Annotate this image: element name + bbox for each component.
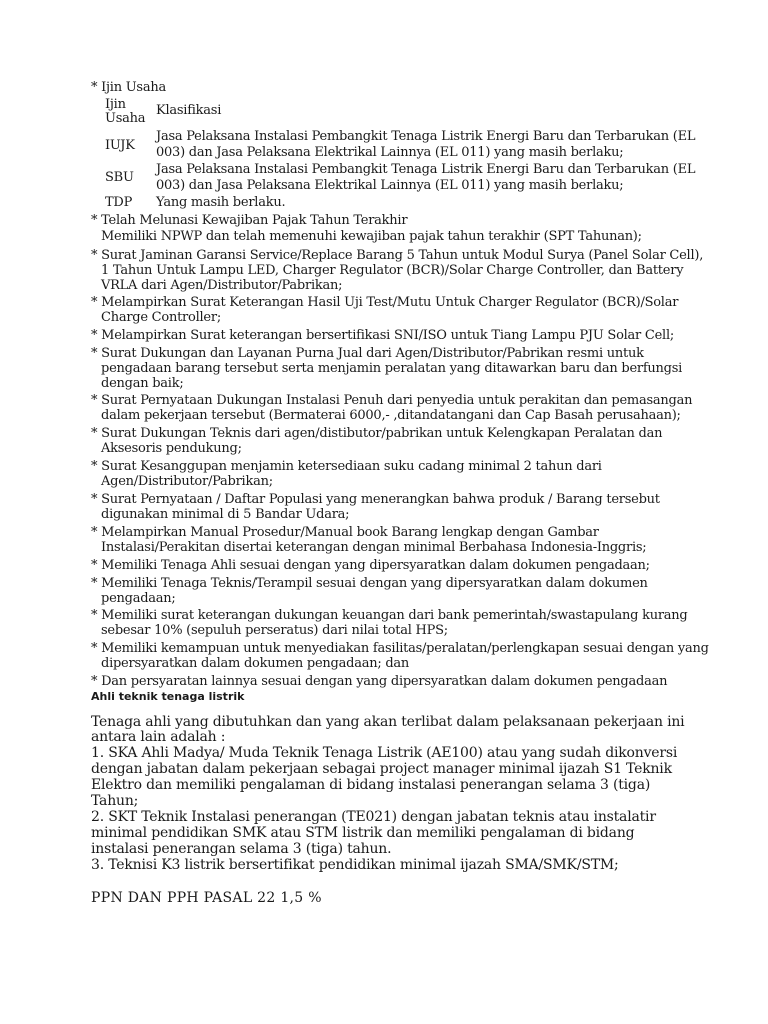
list-item-cont: dalam pekerjaan tersebut (Bermaterai 6000,- ,ditandatangani dan Cap Basah perusahaan); (101, 408, 681, 423)
list-item: * Memiliki surat keterangan dukungan keuangan dari bank pemerintah/swastapulang kurang (91, 608, 688, 623)
list-item: * Surat Dukungan Teknis dari agen/distibutor/pabrikan untuk Kelengkapan Peralatan dan (91, 426, 663, 441)
list-item: * Memiliki Tenaga Ahli sesuai dengan yang dipersyaratkan dalam dokumen pengadaan; (91, 558, 650, 573)
list-item-cont: Memiliki NPWP dan telah memenuhi kewajiban pajak tahun terakhir (SPT Tahunan); (101, 229, 642, 244)
list-item: * Telah Melunasi Kewajiban Pajak Tahun Terakhir (91, 213, 408, 228)
paragraph-line: Tenaga ahli yang dibutuhkan dan yang akan terlibat dalam pelaksanaan pekerjaan ini (91, 714, 685, 730)
paragraph-line: 3. Teknisi K3 listrik bersertifikat pendidikan minimal ijazah SMA/SMK/STM; (91, 857, 619, 873)
table-row-text: 003) dan Jasa Pelaksana Elektrikal Lainnya (EL 011) yang masih berlaku; (156, 145, 624, 160)
list-item: * Dan persyaratan lainnya sesuai dengan yang dipersyaratkan dalam dokumen pengadaan (91, 674, 668, 689)
table-row-name: SBU (105, 170, 134, 185)
list-item: * Melampirkan Surat keterangan bersertifikasi SNI/ISO untuk Tiang Lampu PJU Solar Cell; (91, 328, 674, 343)
table-header-col1-line2: Usaha (105, 111, 146, 126)
ijin-usaha-heading: * Ijin Usaha (91, 80, 166, 95)
table-header-col1: Ijin (105, 97, 126, 112)
list-item-cont: Instalasi/Perakitan disertai keterangan dengan minimal Berbahasa Indonesia-Inggris; (101, 540, 647, 555)
paragraph-line: dengan jabatan dalam pekerjaan sebagai project manager minimal ijazah S1 Teknik (91, 761, 672, 777)
list-item: * Surat Dukungan dan Layanan Purna Jual dari Agen/Distributor/Pabrikan resmi untuk (91, 346, 644, 361)
table-row-name: TDP (105, 195, 133, 210)
paragraph-line: 1. SKA Ahli Madya/ Muda Teknik Tenaga Listrik (AE100) atau yang sudah dikonversi (91, 745, 678, 761)
list-item: * Memiliki kemampuan untuk menyediakan fasilitas/peralatan/perlengkapan sesuai dengan yang (91, 641, 709, 656)
list-item-cont: Agen/Distributor/Pabrikan; (101, 474, 273, 489)
list-item-cont: pengadaan; (101, 591, 176, 606)
list-item: * Surat Pernyataan Dukungan Instalasi Penuh dari penyedia untuk perakitan dan pemasangan (91, 393, 693, 408)
list-item-cont: Charge Controller; (101, 310, 221, 325)
tax-line: PPN DAN PPH PASAL 22 1,5 % (91, 890, 322, 906)
table-row-text: Jasa Pelaksana Instalasi Pembangkit Tenaga Listrik Energi Baru dan Terbarukan (EL (156, 162, 696, 177)
list-item-cont: Aksesoris pendukung; (101, 441, 242, 456)
paragraph-line: instalasi penerangan selama 3 (tiga) tahun. (91, 841, 392, 857)
list-item: * Melampirkan Manual Prosedur/Manual book Barang lengkap dengan Gambar (91, 525, 599, 540)
paragraph-line: minimal pendidikan SMK atau STM listrik dan memiliki pengalaman di bidang (91, 825, 635, 841)
paragraph-line: antara lain adalah : (91, 729, 226, 745)
paragraph-line: Elektro dan memiliki pengalaman di bidang instalasi penerangan selama 3 (tiga) (91, 777, 651, 793)
table-row-name: IUJK (105, 138, 135, 153)
list-item-cont: VRLA dari Agen/Distributor/Pabrikan; (101, 278, 343, 293)
list-item-cont: digunakan minimal di 5 Bandar Udara; (101, 507, 350, 522)
list-item-cont: pengadaan barang tersebut serta menjamin peralatan yang ditawarkan baru dan berfungsi (101, 361, 683, 376)
list-item-cont: dipersyaratkan dalam dokumen pengadaan; dan (101, 656, 410, 671)
list-item: * Surat Pernyataan / Daftar Populasi yang menerangkan bahwa produk / Barang tersebut (91, 492, 660, 507)
list-item-cont: 1 Tahun Untuk Lampu LED, Charger Regulator (BCR)/Solar Charge Controller, dan Battery (101, 263, 684, 278)
list-item-cont: sebesar 10% (sepuluh perseratus) dari nilai total HPS; (101, 623, 448, 638)
list-item: * Surat Kesanggupan menjamin ketersediaan suku cadang minimal 2 tahun dari (91, 459, 602, 474)
list-item: * Melampirkan Surat Keterangan Hasil Uji Test/Mutu Untuk Charger Regulator (BCR)/Solar (91, 295, 679, 310)
paragraph-line: Tahun; (91, 793, 139, 809)
list-item-cont: dengan baik; (101, 376, 184, 391)
paragraph-line: 2. SKT Teknik Instalasi penerangan (TE021) dengan jabatan teknis atau instalatir (91, 809, 656, 825)
table-row-text: Yang masih berlaku. (156, 195, 286, 210)
table-row-text: Jasa Pelaksana Instalasi Pembangkit Tenaga Listrik Energi Baru dan Terbarukan (EL (156, 129, 696, 144)
list-item: * Surat Jaminan Garansi Service/Replace Barang 5 Tahun untuk Modul Surya (Panel Solar Cell), (91, 248, 704, 263)
section-heading: Ahli teknik tenaga listrik (91, 690, 245, 703)
table-header-col2: Klasifikasi (156, 103, 222, 118)
list-item: * Memiliki Tenaga Teknis/Terampil sesuai dengan yang dipersyaratkan dalam dokumen (91, 576, 648, 591)
table-row-text: 003) dan Jasa Pelaksana Elektrikal Lainnya (EL 011) yang masih berlaku; (156, 178, 624, 193)
